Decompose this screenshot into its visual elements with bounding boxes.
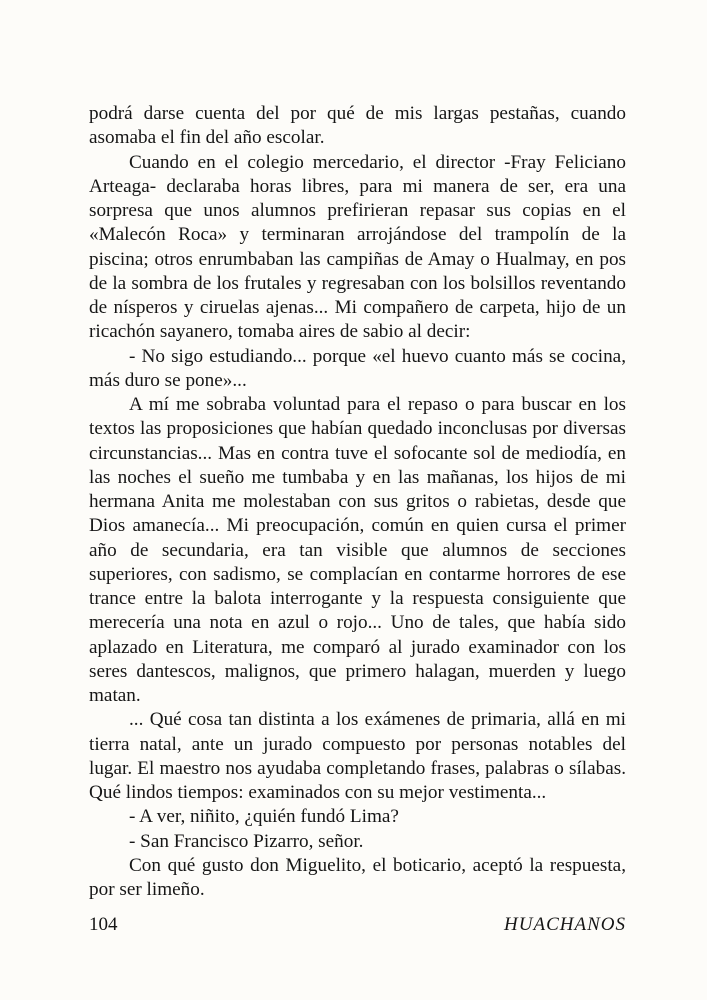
- paragraph: Cuando en el colegio mercedario, el director -Fray Feliciano Arteaga- declaraba horas libres, para mi manera de ser, era una sorpresa que unos alumnos prefirieran repasar sus copias en el «Malecón Roca» y terminaran arrojándose del trampolín de la piscina; otros enrumbaban las campiñas de Amay o Hualmay, en pos de la sombra de los frutales y regresaban con los bolsillos reventando de nísperos y ciruelas ajenas... Mi compañero de carpeta, hijo de un ricachón sayanero, tomaba aires de sabio al decir:: [89, 151, 626, 343]
- paragraph: Con qué gusto don Miguelito, el boticario, aceptó la respuesta, por ser limeño.: [89, 854, 626, 900]
- page-number: 104: [89, 914, 118, 935]
- paragraph: A mí me sobraba voluntad para el repaso o para buscar en los textos las proposiciones que habían quedado inconclusas por diversas circunstancias... Mas en contra tuve el sofocante sol de mediodía, en las noches el sueño me tumbaba y en las mañanas, los hijos de mi hermana Anita me molestaban con sus gritos o rabietas, desde que Dios amanecía... Mi preocupación, común en quien cursa el primer año de secundaria, era tan visible que alumnos de secciones superiores, con sadismo, se complacían en contarme horrores de ese trance entre la balota interrogante y la respuesta consiguiente que merecería una nota en azul o rojo... Uno de tales, que había sido aplazado en Literatura, me comparó al jurado examinador con los seres dantescos, malignos, que primero halagan, muerden y luego matan.: [89, 394, 626, 706]
- paragraph: - San Francisco Pizarro, señor.: [129, 830, 364, 852]
- paragraph: podrá darse cuenta del por qué de mis largas pestañas, cuando asomaba el fin del año escolar.: [89, 103, 626, 149]
- paragraph: - A ver, niñito, ¿quién fundó Lima?: [129, 806, 399, 828]
- paragraph: - No sigo estudiando... porque «el huevo cuanto más se cocina, más duro se pone»...: [89, 345, 626, 391]
- paragraph: ... Qué cosa tan distinta a los exámenes de primaria, allá en mi tierra natal, ante un jurado compuesto por personas notables del lugar. El maestro nos ayudaba completando frases, palabras o sílabas. Qué lindos tiempos: examinados con su mejor vestimenta...: [89, 709, 626, 803]
- body-text: [89, 102, 626, 902]
- running-title: HUACHANOS: [504, 914, 626, 935]
